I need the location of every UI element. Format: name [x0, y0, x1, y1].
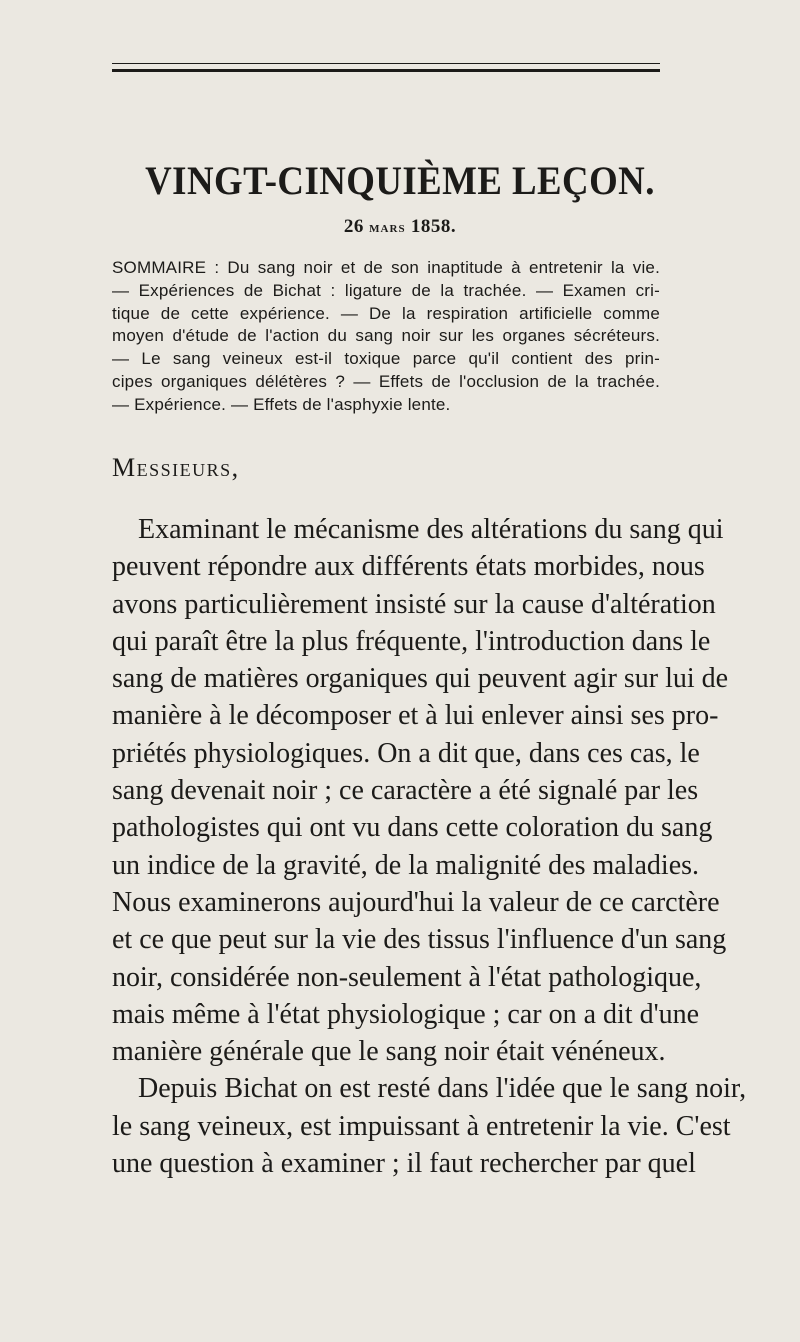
summary-line: — Expérience. — Effets de l'asphyxie lente. — [112, 394, 451, 414]
date-month: mars — [369, 220, 406, 236]
body-line: Examinant le mécanisme des altérations du sang qui — [138, 514, 724, 545]
body-line: peuvent répondre aux différents états morbides, nous — [112, 551, 705, 583]
summary — [112, 257, 660, 417]
chapter-title: VINGT-CINQUIÈME LEÇON. — [145, 158, 655, 203]
body-line: et ce que peut sur la vie des tissus l'influence d'un sang — [112, 924, 727, 956]
lecture-date — [0, 214, 800, 241]
body-line: pathologistes qui ont vu dans cette coloration du sang — [112, 812, 713, 844]
header-rule-thin — [112, 63, 660, 64]
summary-line: — Le sang veineux est-il toxique parce qu'il contient des prin- — [112, 349, 660, 369]
body-line: noir, considérée non-seulement à l'état pathologique, — [112, 961, 702, 993]
body-line: le sang veineux, est impuissant à entretenir la vie. C'est — [112, 1110, 731, 1142]
body-line: manière à le décomposer et à lui enlever ainsi ses pro- — [112, 700, 719, 732]
salutation: Messieurs, — [112, 453, 240, 482]
body-line: Nous examinerons aujourd'hui la valeur de ce carctère — [112, 886, 720, 918]
summary-line: — Expériences de Bichat : ligature de la trachée. — Examen cri- — [112, 280, 660, 300]
body-line: sang devenait noir ; ce caractère a été signalé par les — [112, 775, 699, 807]
body-text — [112, 511, 747, 1182]
summary-line: moyen d'étude de l'action du sang noir sur les organes sécréteurs. — [112, 326, 660, 346]
body-line: priétés physiologiques. On a dit que, dans ces cas, le — [112, 737, 700, 769]
body-line: avons particulièrement insisté sur la cause d'altération — [112, 588, 716, 620]
summary-line: SOMMAIRE : Du sang noir et de son inaptitude à entretenir la vie. — [112, 258, 660, 277]
body-line: manière générale que le sang noir était vénéneux. — [112, 1036, 666, 1068]
body-line: un indice de la gravité, de la malignité des maladies. — [112, 849, 700, 881]
body-line: sang de matières organiques qui peuvent agir sur lui de — [112, 663, 729, 695]
date-year: 1858. — [410, 216, 457, 237]
body-line: mais même à l'état physiologique ; car on a dit d'une — [112, 998, 700, 1030]
body-line: Depuis Bichat on est resté dans l'idée que le sang noir, — [138, 1073, 747, 1105]
summary-line: cipes organiques délétères ? — Effets de l'occlusion de la trachée. — [112, 371, 660, 391]
header-rule-thick — [112, 69, 660, 72]
date-day: 26 — [343, 216, 364, 237]
body-line: qui paraît être la plus fréquente, l'introduction dans le — [112, 625, 711, 657]
summary-line: tique de cette expérience. — De la respiration artificielle comme — [112, 303, 660, 323]
body-line: une question à examiner ; il faut rechercher par quel — [112, 1148, 696, 1180]
